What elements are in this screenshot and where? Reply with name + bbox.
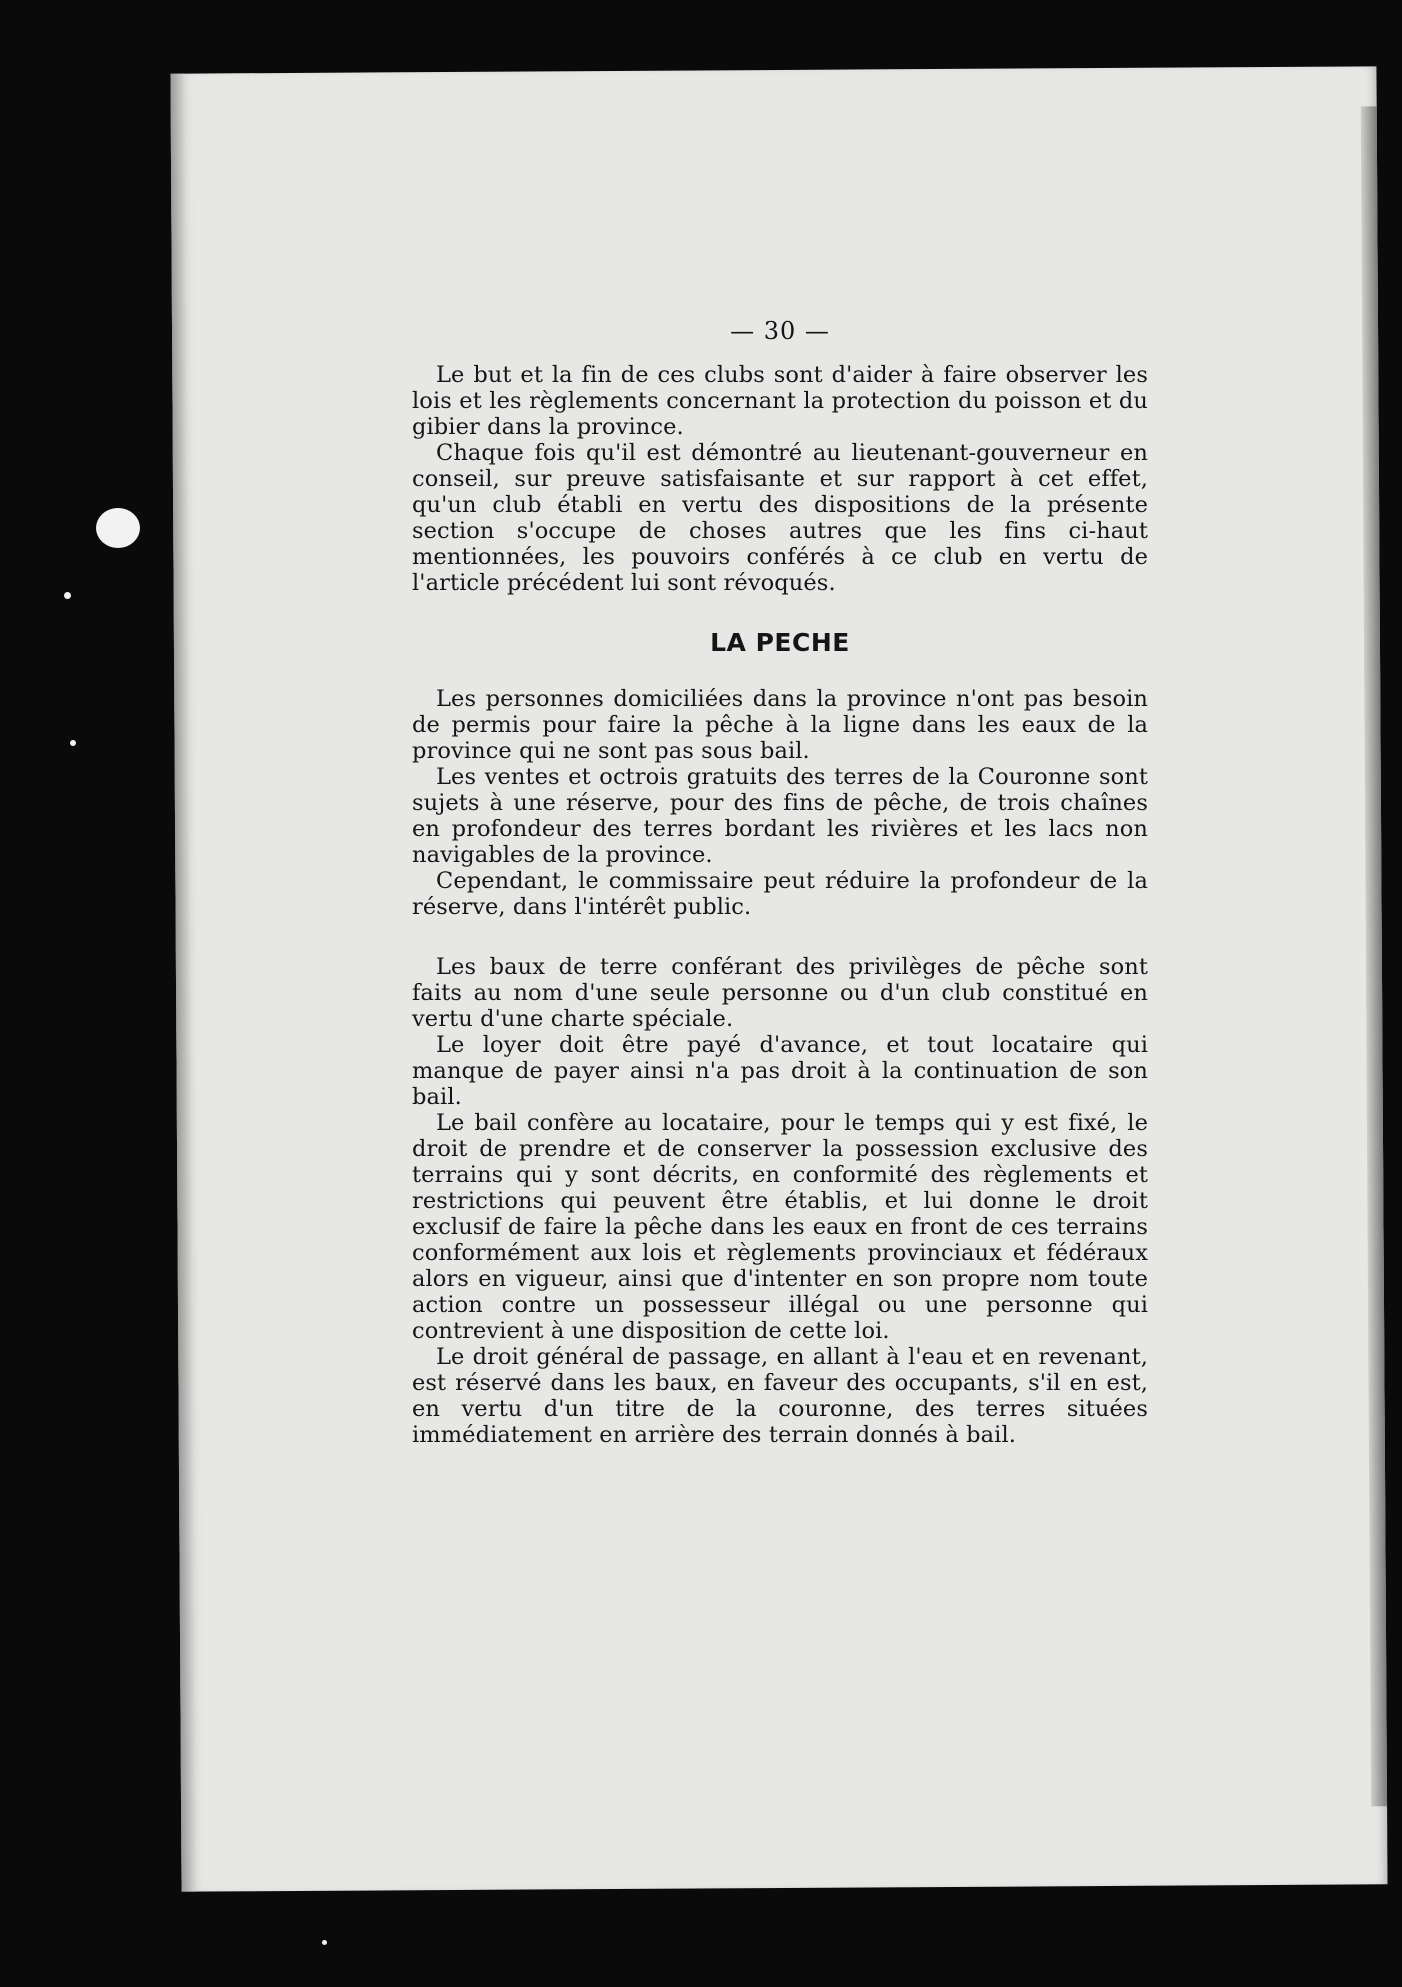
dust-speck	[64, 592, 71, 599]
paragraph-gap	[412, 920, 1148, 954]
paragraph: Chaque fois qu'il est démontré au lieutenant-gouverneur en conseil, sur preuve satisfaisante et sur rapport à cet effet, qu'un club établi en vertu des dispositions de la présente section s'occupe de choses autres que les fins ci-haut mentionnées, les pouvoirs conférés à ce club en vertu de l'article précédent lui sont révoqués.	[412, 440, 1148, 596]
paragraph: Les baux de terre conférant des privilèges de pêche sont faits au nom d'une seule personne ou d'un club constitué en vertu d'une charte spéciale.	[412, 954, 1148, 1032]
paragraph: Les personnes domiciliées dans la province n'ont pas besoin de permis pour faire la pêche à la ligne dans les eaux de la province qui ne sont pas sous bail.	[412, 686, 1148, 764]
page-right-edge	[1361, 106, 1387, 1806]
section-heading: LA PECHE	[710, 628, 850, 657]
dust-speck	[70, 740, 76, 746]
dust-speck	[322, 1940, 327, 1945]
page-number: — 30 —	[730, 317, 830, 345]
paragraph: Le bail confère au locataire, pour le temps qui y est fixé, le droit de prendre et de conserver la possession exclusive des terrains qui y sont décrits, en conformité des règlements et restrictions qui peuvent être établis, et lui donne le droit exclusif de faire la pêche dans les eaux en front de ces terrains conformément aux lois et règlements provinciaux et fédéraux alors en vigueur, ainsi que d'intenter en son propre nom toute action contre un possesseur illégal ou une personne qui contrevient à une disposition de cette loi.	[412, 1110, 1148, 1344]
paragraph: Cependant, le commissaire peut réduire la profondeur de la réserve, dans l'intérêt public.	[412, 868, 1148, 920]
dust-speck	[96, 508, 140, 548]
page-left-edge	[170, 74, 195, 1892]
paragraph: Le loyer doit être payé d'avance, et tout locataire qui manque de payer ainsi n'a pas droit à la continuation de son bail.	[412, 1032, 1148, 1110]
paragraph: Le droit général de passage, en allant à l'eau et en revenant, est réservé dans les baux, en faveur des occupants, s'il en est, en vertu d'un titre de la couronne, des terres situées immédiatement en arrière des terrain donnés à bail.	[412, 1344, 1148, 1448]
page-text	[412, 318, 1148, 1448]
paragraph: Le but et la fin de ces clubs sont d'aider à faire observer les lois et les règlements concernant la protection du poisson et du gibier dans la province.	[412, 362, 1148, 440]
paragraph: Les ventes et octrois gratuits des terres de la Couronne sont sujets à une réserve, pour des fins de pêche, de trois chaînes en profondeur des terres bordant les rivières et les lacs non navigables de la province.	[412, 764, 1148, 868]
